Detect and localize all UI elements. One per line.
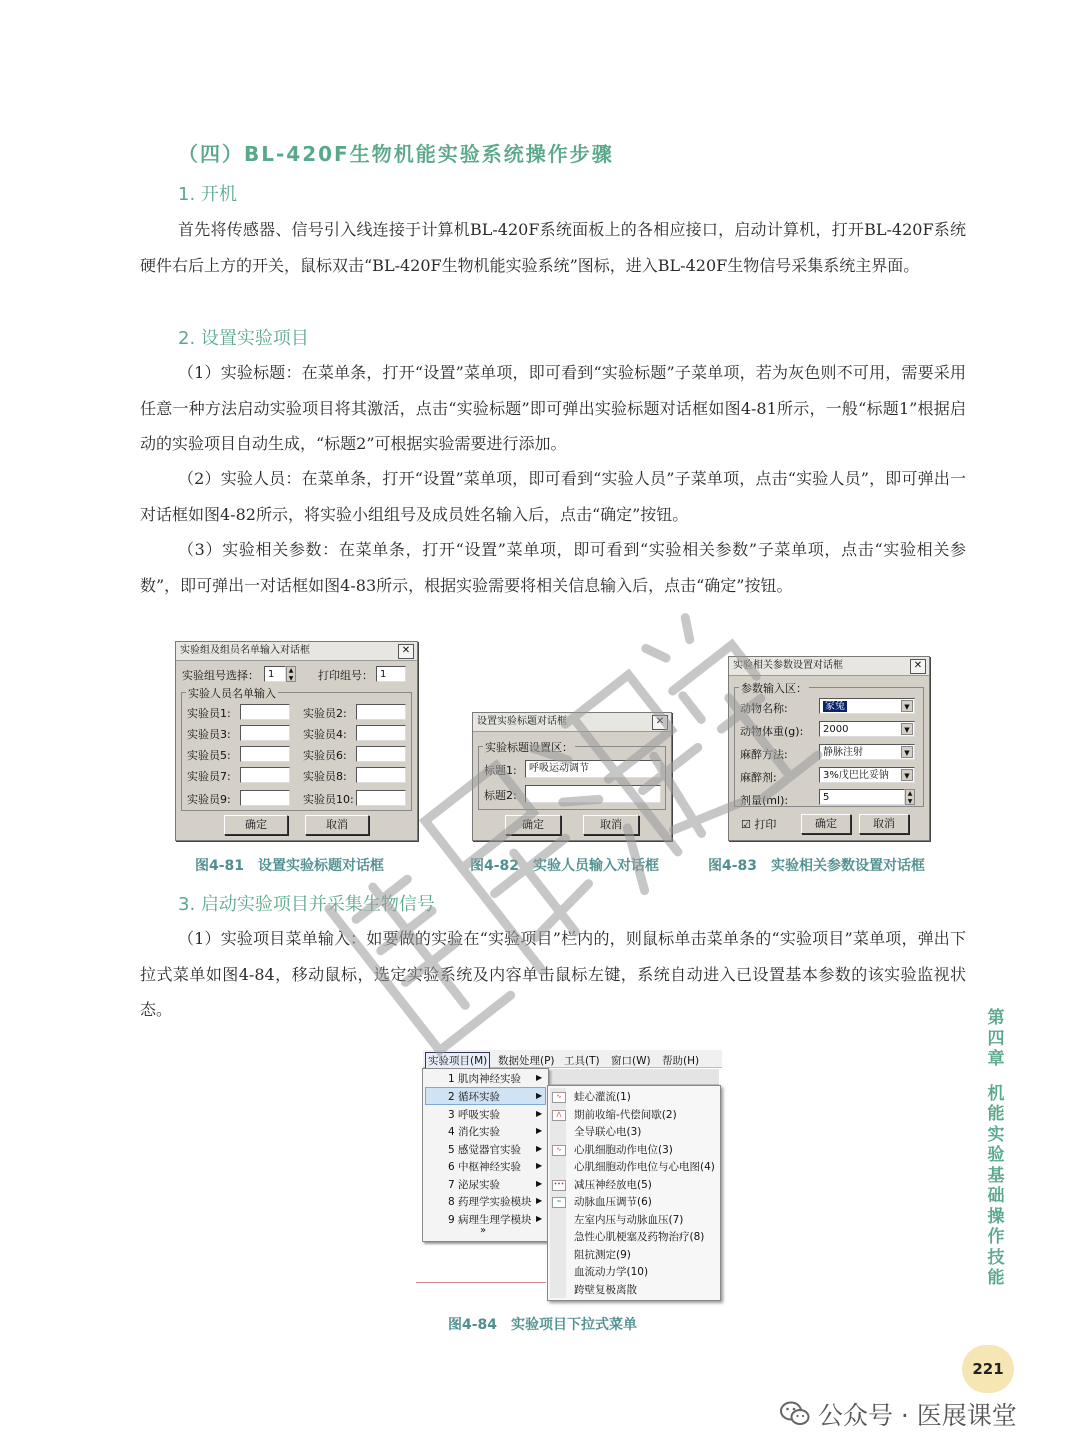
member-label-4: 实验员4: [303,728,347,741]
toolbar-strip [551,1069,719,1085]
param-label-weight: 动物体重(g): [740,725,804,738]
params-dialog [728,656,930,841]
close-icon[interactable]: ✕ [398,644,414,659]
side-char: 技 [987,1247,1005,1268]
watermark-text: 公众号 · 医展课堂 [817,1401,1017,1430]
paragraph-2-1: （1）实验标题：在菜单条，打开“设置”菜单项，即可看到“实验标题”子菜单项，若为灰色则不可用，需要采用任意一种方法启动实验项目将其激活，点击“实验标题”即可弹出实验标题对话框如图4-81所示，一般“标题1”根据启动的实验项目自动生成，“标题2”可根据实验需要进行添加。 [140,363,966,453]
paragraph-2-3: （3）实验相关参数：在菜单条，打开“设置”菜单项，即可看到“实验相关参数”子菜单项，点击“实验相关参数”，即可弹出一对话框如图4-83所示，根据实验需要将相关信息输入后，点击“确定”按钮。 [140,540,966,595]
member-label-6: 实验员6: [303,749,347,762]
side-char: 能 [987,1104,1005,1124]
chevron-down-icon[interactable]: ▼ [901,700,913,712]
caption-4-83: 图4-83 实验相关参数设置对话框 [708,858,926,874]
group-number-label: 实验组号选择： [182,669,259,682]
member-field-6[interactable] [356,746,406,762]
members-dialog-title [176,642,417,661]
member-label-2: 实验员2: [303,707,347,720]
menu-data-processing[interactable]: 数据处理(P) [498,1055,555,1067]
print-checkbox-label: 打印 [754,818,777,831]
group-number-field[interactable]: 1 [264,666,286,682]
param-field-weight[interactable] [819,721,915,737]
member-label-5: 实验员5: [187,749,231,762]
submenu-item-3[interactable]: 全导联心电(3) [574,1126,642,1138]
menu-item-9[interactable]: 9 病理生理学模块 [448,1214,532,1226]
heart-wave-icon: ∿ [552,1092,566,1103]
submenu-item-2[interactable]: 期前收缩-代偿间歇(2) [574,1109,677,1121]
side-char: 础 [987,1186,1005,1206]
member-field-9[interactable] [240,790,290,806]
submenu-item-11[interactable]: 血流动力学(10) [574,1266,649,1278]
side-char: 操 [987,1206,1005,1227]
title1-label: 标题1: [484,764,517,777]
member-label-9: 实验员9: [187,793,231,806]
side-char: 基 [987,1165,1005,1186]
members-cancel-button[interactable]: 取消 [305,815,369,835]
members-ok-button[interactable]: 确定 [224,815,288,835]
submenu-arrow-icon: ▶ [536,1196,543,1205]
nerve-discharge-icon: ••• [552,1180,566,1191]
print-checkbox[interactable]: ☑ 打印 [741,818,777,831]
side-char: 四 [987,1028,1005,1049]
paragraph-3-1: （1）实验项目菜单输入：如要做的实验在“实验项目”栏内的，则鼠标单击菜单条的“实验项目”菜单项，弹出下拉式菜单如图4-84，移动鼠标，选定实验系统及内容单击鼠标左键，系统自动进入已设置基本参数的该实验监视状态。 [140,929,966,1019]
submenu-arrow-icon: ▶ [536,1091,543,1100]
action-potential-icon: ∿ [552,1145,566,1156]
group-number-spinner[interactable]: ▲ ▼ [286,666,296,682]
menu-item-2[interactable]: 2 循环实验 [448,1091,501,1103]
title2-label: 标题2: [484,789,517,802]
param-field-method[interactable] [819,744,915,760]
member-label-7: 实验员7: [187,770,231,783]
chevron-down-icon[interactable]: ▼ [901,769,913,781]
submenu-arrow-icon: ▶ [536,1109,543,1118]
paragraph-2-2: （2）实验人员：在菜单条，打开“设置”菜单项，即可看到“实验人员”子菜单项，点击“实验人员”，即可弹出一对话框如图4-82所示，将实验小组组号及成员姓名输入后，点击“确定”按钮。 [140,469,966,524]
submenu-item-10[interactable]: 阻抗测定(9) [574,1249,631,1261]
side-gap [985,1070,1007,1084]
submenu-item-9[interactable]: 急性心肌梗塞及药物治疗(8) [574,1231,705,1243]
side-char: 实 [987,1124,1005,1145]
menu-item-8[interactable]: 8 药理学实验模块 [448,1196,532,1208]
menu-item-5[interactable]: 5 感觉器官实验 [448,1144,522,1156]
member-field-1[interactable] [240,704,290,720]
submenu-arrow-icon: ▶ [536,1161,543,1170]
chevron-down-icon[interactable]: ▼ [901,723,913,735]
menu-help[interactable]: 帮助(H) [662,1055,700,1067]
params-group-label: 参数输入区： [741,682,807,695]
trace-line [416,1282,546,1283]
subsection-title-3: 3. 启动实验项目并采集生物信号 [178,894,435,915]
submenu-item-12[interactable]: 跨壁复极离散 [574,1284,637,1296]
wave-icon: ⋀ [552,1110,566,1121]
member-field-3[interactable] [240,725,290,741]
print-group-field[interactable]: 1 [376,666,406,682]
close-icon[interactable]: ✕ [652,715,668,730]
side-char: 章 [987,1049,1005,1069]
param-label-anesthetic: 麻醉剂: [740,771,777,784]
dose-spinner[interactable]: ▲ ▼ [905,789,915,805]
title-dialog-title [473,713,671,732]
close-icon[interactable]: ✕ [910,659,926,674]
side-char: 验 [987,1145,1005,1165]
menu-item-6[interactable]: 6 中枢神经实验 [448,1161,522,1173]
param-field-anesthetic[interactable] [819,767,915,783]
submenu-item-5[interactable]: 心肌细胞动作电位与心电图(4) [574,1161,715,1173]
side-char: 第 [987,1008,1005,1028]
wechat-watermark [780,1396,1017,1432]
member-field-4[interactable] [356,725,406,741]
menu-item-7[interactable]: 7 泌尿实验 [448,1179,501,1191]
submenu-arrow-icon: ▶ [536,1179,543,1188]
page-number: 221 [962,1345,1014,1393]
param-value-animal: 家兔 [825,701,845,712]
param-label-dose: 剂量(ml): [740,794,789,807]
params-dialog-title-text: 实验相关参数设置对话框 [733,660,843,671]
title-ok-button[interactable]: 确定 [505,815,561,835]
param-value-weight: 2000 [823,724,849,735]
member-label-3: 实验员3: [187,728,231,741]
submenu-item-4[interactable]: 心肌细胞动作电位(3) [574,1144,673,1156]
caption-4-84: 图4-84 实验项目下拉式菜单 [448,1317,638,1333]
member-label-1: 实验员1: [187,707,231,720]
more-chevron-icon[interactable]: » [480,1225,487,1236]
menu-window[interactable]: 窗口(W) [611,1055,651,1067]
submenu-arrow-icon: ▶ [536,1126,543,1135]
params-dialog-title [729,657,929,676]
blood-pressure-icon: ≈ [552,1197,566,1208]
side-char: 作 [987,1227,1005,1247]
submenu-item-1[interactable]: 蛙心灌流(1) [574,1091,631,1103]
title-cancel-button[interactable]: 取消 [583,815,639,835]
paragraph-1: 首先将传感器、信号引入线连接于计算机BL-420F系统面板上的各相应接口，启动计算机，打开BL-420F系统硬件右后上方的开关，鼠标双击“BL-420F生物机能实验系统”图标，进入BL-420F生物信号采集系统主界面。 [140,220,966,275]
subsection-title-1: 1. 开机 [178,184,237,205]
submenu-arrow-icon: ▶ [536,1144,543,1153]
submenu-arrow-icon: ▶ [536,1073,543,1082]
title-group-label: 实验标题设置区： [485,741,573,754]
member-field-5[interactable] [240,746,290,762]
menu-item-1[interactable]: 1 肌肉神经实验 [448,1073,522,1085]
param-label-method: 麻醉方法: [740,748,788,761]
submenu-item-7[interactable]: 动脉血压调节(6) [574,1196,652,1208]
params-cancel-button[interactable]: 取消 [859,814,909,834]
member-label-10: 实验员10: [303,793,354,806]
side-char: 机 [987,1083,1005,1104]
wechat-icon [780,1401,810,1427]
title1-field[interactable]: 呼吸运动调节 [525,760,661,778]
print-group-label: 打印组号： [318,669,373,682]
members-dialog [175,641,418,841]
submenu-item-8[interactable]: 左室内压与动脉血压(7) [574,1214,684,1226]
title-dialog-title-text: 设置实验标题对话框 [477,716,567,727]
member-field-7[interactable] [240,767,290,783]
menu-screenshot [416,1048,722,1300]
param-value-anesthetic: 3%戊巴比妥钠 [823,770,889,781]
param-field-dose[interactable]: 5 [819,789,905,805]
submenu-item-6[interactable]: 减压神经放电(5) [574,1179,652,1191]
members-group-label: 实验人员名单输入 [188,687,276,700]
param-label-animal: 动物名称: [740,702,788,715]
member-label-8: 实验员8: [303,770,347,783]
param-value-method: 静脉注射 [823,747,863,758]
chapter-side-text [985,1008,1007,1289]
submenu-arrow-icon: ▶ [536,1214,543,1223]
caption-4-82: 图4-82 实验人员输入对话框 [470,858,660,874]
caption-4-81: 图4-81 设置实验标题对话框 [195,858,385,874]
menu-experiment[interactable]: 实验项目(M) [425,1052,490,1069]
member-field-2[interactable] [356,704,406,720]
member-field-10[interactable] [356,790,406,806]
menu-item-4[interactable]: 4 消化实验 [448,1126,501,1138]
subsection-title-2: 2. 设置实验项目 [178,328,309,349]
title-dialog [472,712,672,841]
members-dialog-title-text: 实验组及组员名单输入对话框 [180,645,310,656]
menu-tools[interactable]: 工具(T) [564,1055,600,1067]
member-field-8[interactable] [356,767,406,783]
menu-item-3[interactable]: 3 呼吸实验 [448,1109,501,1121]
chevron-down-icon[interactable]: ▼ [901,746,913,758]
section-title: （四）BL-420F生物机能实验系统操作步骤 [178,142,614,166]
side-char: 能 [987,1268,1005,1288]
params-ok-button[interactable]: 确定 [801,814,851,834]
param-field-animal[interactable] [819,698,915,714]
title2-field[interactable] [525,785,661,803]
